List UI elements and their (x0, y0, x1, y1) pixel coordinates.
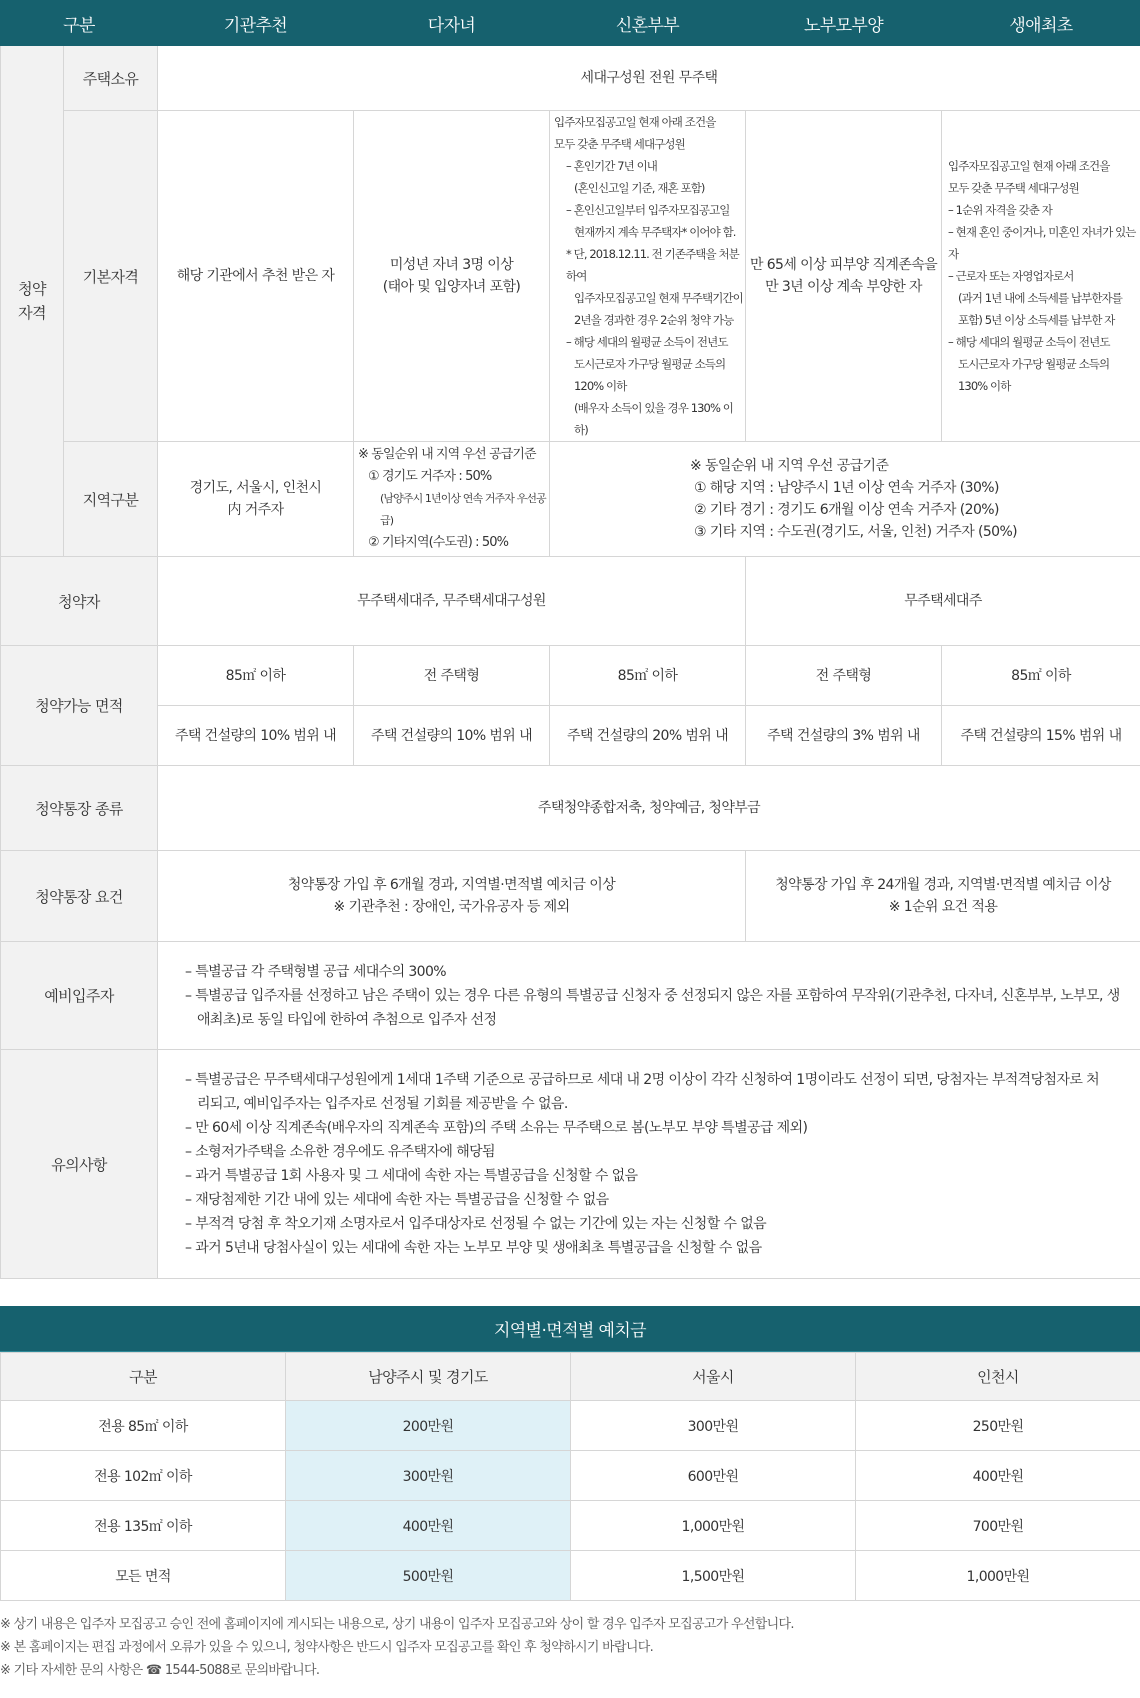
ownership-value: 세대구성원 전원 무주택 (158, 46, 1140, 111)
reserve-item: – 특별공급 각 주택형별 공급 세대수의 300% (185, 963, 446, 980)
caution-list (158, 1050, 1140, 1279)
caution-item: – 과거 5년내 당첨사실이 있는 세대에 속한 자는 노부모 부양 및 생애최초 특별공급을 신청할 수 없음 (185, 1240, 762, 1256)
region-label: 지역구분 (64, 442, 158, 557)
newlywed-line: * 단, 2018.12.11. 전 기존주택을 처분하여 (566, 247, 739, 283)
account-type-label: 청약통장 종류 (1, 766, 158, 851)
ownership-row (1, 46, 1140, 111)
region-multi-child (354, 442, 550, 557)
first-time-line: (과거 1년 내에 소득세를 납부한자를 (958, 291, 1122, 305)
eligibility-label: 청약 자격 (1, 46, 64, 557)
caution-item: – 재당첨제한 기간 내에 있는 세대에 속한 자는 특별공급을 신청할 수 없음 (185, 1192, 609, 1208)
deposit-cell: 600만원 (571, 1451, 856, 1501)
region-multi-child-line: (남양주시 1년이상 연속 거주자 우선공급) (380, 492, 546, 527)
deposit-cell: 전용 102㎡ 이하 (1, 1451, 286, 1501)
first-time-line: 포함) 5년 이상 소득세를 납부한 자 (958, 313, 1115, 327)
deposit-cell: 250만원 (856, 1401, 1140, 1451)
account-req-right-line: 청약통장 가입 후 24개월 경과, 지역별·면적별 예치금 이상 (775, 877, 1111, 893)
basic-institution: 해당 기관에서 추천 받은 자 (158, 111, 354, 442)
area-size-row (1, 646, 1140, 706)
deposit-cell: 전용 85㎡ 이하 (1, 1401, 286, 1451)
caution-item: – 소형저가주택을 소유한 경우에도 유주택자에 해당됨 (185, 1144, 495, 1160)
account-req-label: 청약통장 요건 (1, 851, 158, 942)
region-others-line: ③ 기타 지역 : 수도권(경기도, 서울, 인천) 거주자 (50%) (694, 524, 1018, 540)
region-row (1, 442, 1140, 557)
deposit-cell: 700만원 (856, 1501, 1140, 1551)
applicant-row (1, 557, 1140, 646)
caution-item: – 만 60세 이상 직계존속(배우자의 직계존속 포함)의 주택 소유는 무주택으로 봄(노부모 부양 특별공급 제외) (185, 1120, 808, 1136)
region-others-line: ① 해당 지역 : 남양주시 1년 이상 연속 거주자 (30%) (694, 480, 999, 496)
caution-row (1, 1050, 1140, 1279)
account-type-value: 주택청약종합저축, 청약예금, 청약부금 (158, 766, 1140, 851)
footnote: ※ 본 홈페이지는 편집 과정에서 오류가 있을 수 있으니, 청약사항은 반드시 입주자 모집공고를 확인 후 청약하시기 바랍니다. (0, 1640, 654, 1655)
newlywed-line: 도시근로자 가구당 월평균 소득의 120% 이하 (574, 357, 726, 393)
newlywed-line: 입주자모집공고일 현재 무주택기간이 (574, 291, 743, 305)
caution-item: – 과거 특별공급 1회 사용자 및 그 세대에 속한 자는 특별공급을 신청할 수 없음 (185, 1168, 638, 1184)
deposit-cell: 1,500만원 (571, 1551, 856, 1601)
area-range: 주택 건설량의 20% 범위 내 (550, 706, 746, 766)
deposit-cell: 500만원 (286, 1551, 571, 1601)
account-req-left (158, 851, 746, 942)
deposit-cell: 1,000만원 (856, 1551, 1140, 1601)
applicant-right: 무주택세대주 (746, 557, 1140, 646)
basic-multi-child-line: 미성년 자녀 3명 이상 (389, 257, 514, 273)
table-row (1, 1401, 1140, 1451)
area-size: 85㎡ 이하 (158, 646, 354, 706)
deposit-cell: 전용 135㎡ 이하 (1, 1501, 286, 1551)
deposit-header: 인천시 (856, 1353, 1140, 1401)
region-multi-child-line: ※ 동일순위 내 지역 우선 공급기준 (358, 447, 536, 462)
area-range: 주택 건설량의 10% 범위 내 (354, 706, 550, 766)
first-time-line: 도시근로자 가구당 월평균 소득의 130% 이하 (958, 357, 1110, 393)
newlywed-line: – 혼인신고일부터 입주자모집공고일 (566, 203, 730, 217)
basic-newlywed (550, 111, 746, 442)
region-institution-line: 경기도, 서울시, 인천시 (189, 480, 322, 496)
region-institution (158, 442, 354, 557)
table-header-row (1, 1, 1140, 46)
table-row (1, 1501, 1140, 1551)
account-req-right-line: ※ 1순위 요건 적용 (888, 899, 998, 915)
newlywed-line: – 해당 세대의 월평균 소득이 전년도 (566, 335, 728, 349)
deposit-cell: 300만원 (286, 1451, 571, 1501)
deposit-header: 남양주시 및 경기도 (286, 1353, 571, 1401)
reserve-row (1, 942, 1140, 1050)
footnotes (0, 1601, 1140, 1682)
reserve-item: – 특별공급 입주자를 선정하고 남은 주택이 있는 경우 다른 유형의 특별공급 신청자 중 선정되지 않은 자를 포함하여 무작위(기관추천, 다자녀, 신혼부부, 노부모, 생애최초)로 동일 타입에 한하여 추첨으로 입주자 선정 (185, 987, 1120, 1028)
reserve-label: 예비입주자 (1, 942, 158, 1050)
account-req-left-line: 청약통장 가입 후 6개월 경과, 지역별·면적별 예치금 이상 (287, 877, 616, 893)
header-newlywed: 신혼부부 (550, 1, 746, 46)
first-time-line: – 1순위 자격을 갖춘 자 (948, 203, 1052, 217)
applicant-label: 청약자 (1, 557, 158, 646)
region-multi-child-line: ② 기타지역(수도권) : 50% (368, 535, 509, 550)
account-req-right (746, 851, 1140, 942)
footnote: ※ 상기 내용은 입주자 모집공고 승인 전에 홈페이지에 게시되는 내용으로, 상기 내용이 입주자 모집공고와 상이 할 경우 입주자 모집공고가 우선합니다. (0, 1617, 794, 1632)
header-multi-child: 다자녀 (354, 1, 550, 46)
newlywed-line: 현재까지 계속 무주택자* 이어야 함. (574, 225, 736, 239)
table-row (1, 1551, 1140, 1601)
caution-item: – 특별공급은 무주택세대구성원에게 1세대 1주택 기준으로 공급하므로 세대 내 2명 이상이 각각 신청하여 1명이라도 선정이 되면, 당첨자는 부적격당첨자로 처리되고, 예비입주자는 입주자로 선정될 기회를 제공받을 수 없음. (185, 1072, 1100, 1112)
first-time-line: – 현재 혼인 중이거나, 미혼인 자녀가 있는 자 (948, 225, 1136, 261)
account-req-left-line: ※ 기관추천 : 장애인, 국가유공자 등 제외 (333, 899, 570, 915)
first-time-line: 모두 갖춘 무주택 세대구성원 (948, 181, 1079, 195)
deposit-title: 지역별·면적별 예치금 (0, 1306, 1140, 1352)
basic-first-time (942, 111, 1140, 442)
newlywed-line: – 혼인기간 7년 이내 (566, 159, 657, 173)
first-time-line: – 근로자 또는 자영업자로서 (948, 269, 1074, 283)
first-time-line: 입주자모집공고일 현재 아래 조건을 (948, 159, 1110, 173)
basic-multi-child-line: (태아 및 입양자녀 포함) (382, 279, 521, 295)
header-category: 구분 (1, 1, 158, 46)
basic-elderly-line: 만 3년 이상 계속 부양한 자 (765, 279, 922, 295)
area-size: 전 주택형 (354, 646, 550, 706)
basic-elderly-line: 만 65세 이상 피부양 직계존속을 (749, 257, 938, 273)
area-range: 주택 건설량의 10% 범위 내 (158, 706, 354, 766)
reserve-list (158, 942, 1140, 1050)
area-range-row (1, 706, 1140, 766)
deposit-header: 서울시 (571, 1353, 856, 1401)
area-label: 청약가능 면적 (1, 646, 158, 766)
footnote: ※ 기타 자세한 문의 사항은 ☎ 1544-5088로 문의바랍니다. (0, 1663, 320, 1678)
header-institution: 기관추천 (158, 1, 354, 46)
region-others (550, 442, 1140, 557)
newlywed-line: 2년을 경과한 경우 2순위 청약 가능 (574, 313, 734, 327)
region-multi-child-line: ① 경기도 거주자 : 50% (368, 469, 492, 484)
account-req-row (1, 851, 1140, 942)
area-size: 85㎡ 이하 (942, 646, 1140, 706)
caution-item: – 부적격 당첨 후 착오기재 소명자로서 입주대상자로 선정될 수 없는 기간에 있는 자는 신청할 수 없음 (185, 1216, 767, 1232)
basic-elderly (746, 111, 942, 442)
region-others-line: ※ 동일순위 내 지역 우선 공급기준 (690, 458, 889, 474)
basic-multi-child (354, 111, 550, 442)
area-range: 주택 건설량의 3% 범위 내 (746, 706, 942, 766)
account-type-row (1, 766, 1140, 851)
area-size: 전 주택형 (746, 646, 942, 706)
caution-label: 유의사항 (1, 1050, 158, 1279)
newlywed-line: (배우자 소득이 있을 경우 130% 이하) (574, 401, 733, 437)
basic-label: 기본자격 (64, 111, 158, 442)
header-first-time: 생애최초 (942, 1, 1140, 46)
deposit-cell: 200만원 (286, 1401, 571, 1451)
ownership-label: 주택소유 (64, 46, 158, 111)
newlywed-line: (혼인신고일 기준, 재혼 포함) (574, 181, 705, 195)
newlywed-line: 모두 갖춘 무주택 세대구성원 (554, 137, 685, 151)
area-range: 주택 건설량의 15% 범위 내 (942, 706, 1140, 766)
deposit-cell: 400만원 (286, 1501, 571, 1551)
header-elderly: 노부모부양 (746, 1, 942, 46)
deposit-header-row (1, 1353, 1140, 1401)
region-institution-line: 内 거주자 (227, 502, 284, 518)
deposit-cell: 400만원 (856, 1451, 1140, 1501)
basic-row (1, 111, 1140, 442)
deposit-header: 구분 (1, 1353, 286, 1401)
table-row (1, 1451, 1140, 1501)
deposit-cell: 모든 면적 (1, 1551, 286, 1601)
applicant-left: 무주택세대주, 무주택세대구성원 (158, 557, 746, 646)
area-size: 85㎡ 이하 (550, 646, 746, 706)
deposit-cell: 1,000만원 (571, 1501, 856, 1551)
newlywed-line: 입주자모집공고일 현재 아래 조건을 (554, 115, 716, 129)
region-others-line: ② 기타 경기 : 경기도 6개월 이상 연속 거주자 (20%) (694, 502, 999, 518)
deposit-cell: 300만원 (571, 1401, 856, 1451)
deposit-table (0, 1352, 1140, 1601)
first-time-line: – 해당 세대의 월평균 소득이 전년도 (948, 335, 1110, 349)
